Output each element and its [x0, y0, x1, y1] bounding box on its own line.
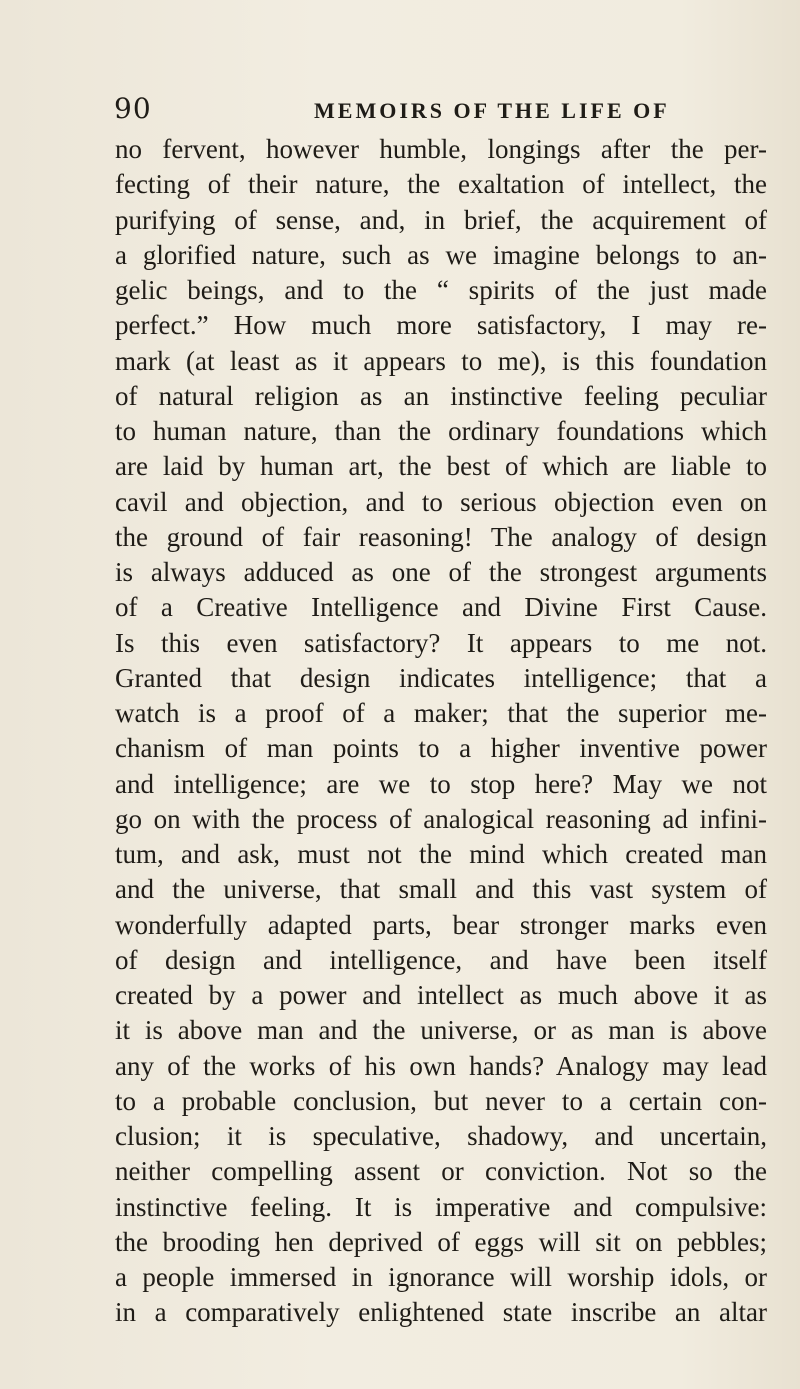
text-line: fecting of their nature, the exaltation of intellect, the — [115, 169, 767, 200]
text-line: Granted that design indicates intelligence; that a — [115, 662, 767, 693]
text-line: the ground of fair reasoning! The analogy of design — [115, 521, 767, 552]
text-line: it is above man and the universe, or as man is above — [115, 1015, 767, 1046]
text-line: no fervent, however humble, longings after the per- — [115, 134, 767, 164]
text-line: and the universe, that small and this vast system of — [115, 874, 767, 905]
page-number: 90 — [114, 92, 152, 125]
text-line: cavil and objection, and to serious objection even on — [115, 486, 767, 517]
text-line: of a Creative Intelligence and Divine First Cause. — [115, 592, 767, 623]
text-line: are laid by human art, the best of which are liable to — [115, 451, 767, 482]
text-line: wonderfully adapted parts, bear stronger marks even — [115, 909, 767, 940]
text-line: the brooding hen deprived of eggs will sit on pebbles; — [115, 1226, 767, 1257]
text-line: a people immersed in ignorance will worship idols, or — [115, 1262, 767, 1292]
text-line: a glorified nature, such as we imagine belongs to an- — [115, 239, 767, 270]
text-line: chanism of man points to a higher inventive power — [115, 733, 767, 764]
text-line: perfect.” How much more satisfactory, I may re- — [115, 310, 767, 341]
text-line: created by a power and intellect as much above it as — [115, 980, 767, 1010]
text-line: to a probable conclusion, but never to a certain con- — [115, 1085, 767, 1116]
text-line: in a comparatively enlightened state inscribe an altar — [115, 1297, 767, 1328]
text-line: Is this even satisfactory? It appears to me not. — [115, 627, 767, 658]
text-line: purifying of sense, and, in brief, the acquirement of — [115, 204, 767, 235]
text-line: is always adduced as one of the strongest arguments — [115, 557, 767, 587]
page-header — [114, 92, 734, 132]
text-line: tum, and ask, must not the mind which created man — [115, 839, 767, 869]
text-line: instinctive feeling. It is imperative and compulsive: — [115, 1191, 767, 1222]
body-text — [115, 132, 767, 1331]
text-line: go on with the process of analogical reasoning ad infini- — [115, 803, 767, 834]
text-line: mark (at least as it appears to me), is this foundation — [115, 345, 767, 376]
text-line: any of the works of his own hands? Analogy may lead — [115, 1050, 767, 1081]
text-line: gelic beings, and to the “ spirits of the just made — [115, 275, 767, 305]
text-line: and intelligence; are we to stop here? May we not — [115, 768, 767, 799]
text-line: watch is a proof of a maker; that the superior me- — [115, 698, 767, 728]
running-head: MEMOIRS OF THE LIFE OF — [314, 98, 670, 123]
text-line: neither compelling assent or conviction. Not so the — [115, 1156, 767, 1187]
text-line: to human nature, than the ordinary foundations which — [115, 416, 767, 446]
text-line: of natural religion as an instinctive feeling peculiar — [115, 380, 767, 411]
text-line: clusion; it is speculative, shadowy, and uncertain, — [115, 1121, 767, 1151]
text-line: of design and intelligence, and have been itself — [115, 944, 767, 975]
